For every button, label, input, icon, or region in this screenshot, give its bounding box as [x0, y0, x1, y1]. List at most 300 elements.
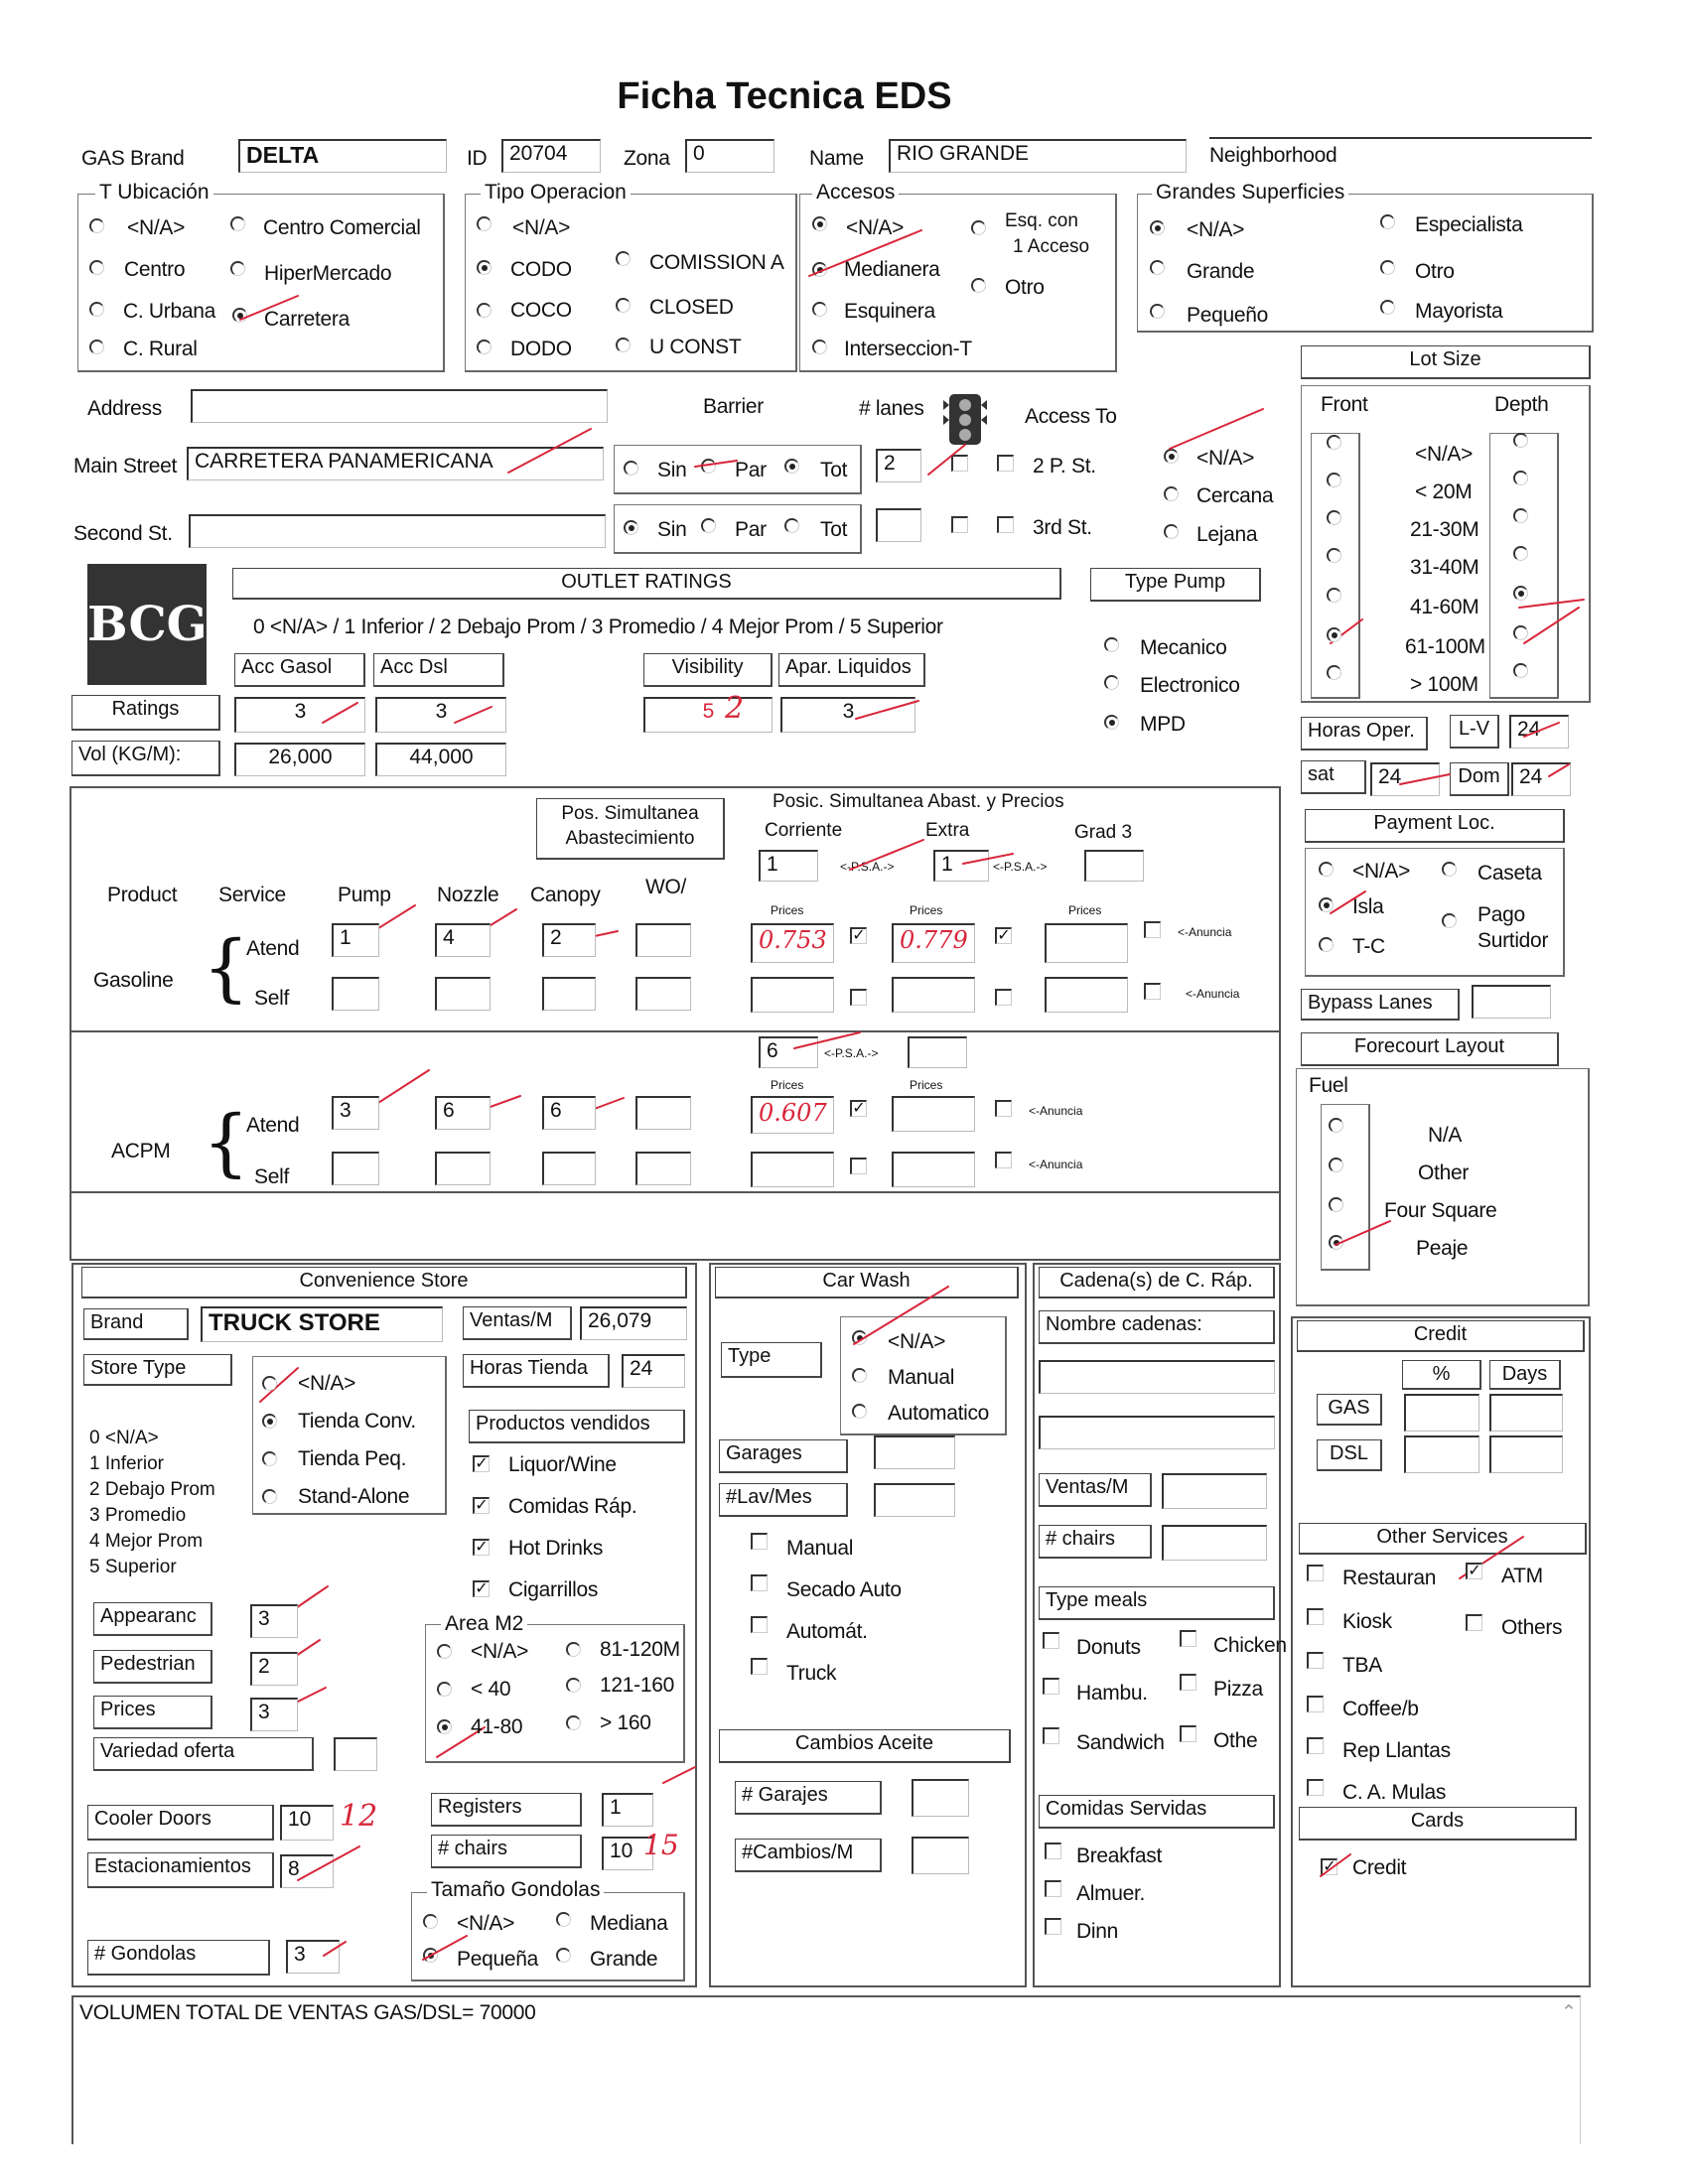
- visibility-hand-correction: 2: [725, 691, 745, 726]
- producto-label: Hot Drinks: [508, 1537, 604, 1560]
- gas-atend-wo-field[interactable]: [635, 923, 691, 957]
- price-acpm-field[interactable]: 0.607: [751, 1096, 834, 1134]
- cadena-ventas-field[interactable]: [1162, 1473, 1267, 1509]
- registers-field[interactable]: 1: [602, 1793, 653, 1827]
- cooler-doors-label: Cooler Doors: [87, 1805, 274, 1841]
- superficies-radio-otro[interactable]: [1380, 260, 1395, 275]
- address-label: Address: [87, 397, 162, 420]
- grad3-psa-field[interactable]: [1084, 850, 1144, 882]
- cooler-doors-hand-value: 12: [340, 1799, 378, 1834]
- gas-brand-label: GAS Brand: [81, 147, 185, 170]
- main-street-field[interactable]: CARRETERA PANAMERICANA: [187, 447, 604, 480]
- volume-gasol[interactable]: 26,000: [234, 743, 365, 776]
- forecourt-na-radio[interactable]: [1329, 1118, 1343, 1133]
- gondola-pequena-radio[interactable]: [423, 1948, 438, 1963]
- acpm-atend-label: Atend: [246, 1114, 300, 1137]
- accesos-radio-otro[interactable]: [971, 278, 986, 293]
- car-wash-check[interactable]: [751, 1616, 768, 1633]
- comida-checkbox[interactable]: [1045, 1918, 1061, 1935]
- lot-depth-radio[interactable]: [1513, 586, 1528, 601]
- service-label: Rep Llantas: [1342, 1739, 1451, 1762]
- pump-mecanico-radio[interactable]: [1104, 637, 1119, 652]
- credit-gas-days-field[interactable]: [1489, 1394, 1563, 1432]
- main-lanes-checkbox[interactable]: [951, 455, 968, 472]
- meal-checkbox[interactable]: [1180, 1630, 1196, 1647]
- bcg-logo: BCG: [87, 564, 207, 685]
- access-cercana-radio[interactable]: [1164, 486, 1179, 501]
- superficies-option: Otro: [1415, 260, 1455, 283]
- credit-dsl-label: DSL: [1317, 1439, 1382, 1471]
- operacion-radio-codo[interactable]: [477, 260, 492, 275]
- producto-checkbox[interactable]: ✓: [473, 1580, 490, 1597]
- self-price-acpm-field[interactable]: [751, 1152, 834, 1187]
- store-type-radio[interactable]: [262, 1414, 277, 1429]
- car-wash-na-radio[interactable]: [852, 1330, 867, 1345]
- acc-dsl-rating[interactable]: 3: [375, 697, 506, 733]
- lot-depth-radio[interactable]: [1513, 508, 1528, 523]
- barrier-tot-label: Tot: [820, 459, 848, 481]
- operacion-radio-na[interactable]: [477, 216, 492, 231]
- gondolas-title: Tamaño Gondolas: [427, 1878, 604, 1902]
- superficies-option: Especialista: [1415, 213, 1523, 236]
- lv-hours-field[interactable]: 24: [1509, 715, 1569, 749]
- meal-checkbox[interactable]: [1180, 1674, 1196, 1691]
- gondola-option: Pequeña: [457, 1948, 538, 1971]
- third-st-checkbox[interactable]: [997, 516, 1014, 533]
- self-price-grad3-field[interactable]: [1045, 977, 1128, 1013]
- area-title: Area M2: [441, 1612, 527, 1636]
- service-checkbox[interactable]: [1466, 1614, 1482, 1631]
- lot-front-radio[interactable]: [1327, 665, 1341, 680]
- comida-label: Almuer.: [1076, 1882, 1146, 1905]
- extra-label: Extra: [925, 820, 970, 841]
- store-chairs-hand-value: 15: [643, 1829, 679, 1861]
- self-acpm-checkbox[interactable]: [850, 1158, 867, 1174]
- area-radio[interactable]: [437, 1719, 452, 1734]
- bypass-lanes-field[interactable]: [1472, 985, 1551, 1019]
- gondola-option: <N/A>: [457, 1912, 515, 1935]
- self-grad3-checkbox[interactable]: [1144, 983, 1161, 1000]
- lot-front-radio[interactable]: [1327, 548, 1341, 563]
- cards-title: Cards: [1299, 1807, 1577, 1841]
- second-barrier-tot-radio[interactable]: [784, 518, 799, 533]
- outlet-ratings-legend: 0 <N/A> / 1 Inferior / 2 Debajo Prom / 3 Promedio / 4 Mejor Prom / 5 Superior: [253, 615, 943, 638]
- type-pump-title: Type Pump: [1090, 568, 1261, 602]
- store-pedestrian-field[interactable]: 2: [250, 1652, 298, 1686]
- second-lanes-checkbox[interactable]: [951, 516, 968, 533]
- accesos-radio-na[interactable]: [812, 216, 827, 231]
- acpm-atend-wo-field[interactable]: [635, 1096, 691, 1130]
- car-wash-check[interactable]: [751, 1533, 768, 1550]
- meal-checkbox[interactable]: [1180, 1725, 1196, 1742]
- self-price-corriente-field[interactable]: [751, 977, 834, 1013]
- operacion-radio-closed[interactable]: [616, 298, 631, 313]
- gas-atend-nozzle-field[interactable]: 4: [435, 923, 491, 957]
- price-corriente-anuncia-checkbox[interactable]: ✓: [850, 927, 867, 944]
- operacion-radio-coco[interactable]: [477, 303, 492, 318]
- ubicacion-radio-c-urbana[interactable]: [89, 302, 104, 317]
- ubicacion-radio-na[interactable]: [89, 218, 104, 233]
- access-na-radio[interactable]: [1164, 449, 1179, 464]
- acpm-self-wo-field[interactable]: [635, 1152, 691, 1185]
- acpm-label: ACPM: [111, 1140, 171, 1162]
- lot-size-range-label: 61-100M: [1405, 635, 1485, 658]
- service-checkbox[interactable]: [1307, 1652, 1324, 1669]
- second-barrier-sin-radio[interactable]: [624, 520, 638, 535]
- gas-self-nozzle-field[interactable]: [435, 977, 491, 1011]
- area-radio[interactable]: [566, 1642, 581, 1657]
- price-acpm-anuncia-checkbox[interactable]: ✓: [850, 1100, 867, 1117]
- access-to-label: Access To: [1025, 405, 1117, 428]
- lot-depth-radio[interactable]: [1513, 625, 1528, 640]
- accesos-radio-esquinera[interactable]: [812, 302, 827, 317]
- id-label: ID: [467, 147, 488, 170]
- zona-field[interactable]: 0: [685, 139, 774, 173]
- store-type-option: Stand-Alone: [298, 1485, 410, 1508]
- estacionamientos-field[interactable]: 8: [280, 1854, 334, 1888]
- barrier-sin-label: Sin: [657, 459, 687, 481]
- gas-atend-canopy-field[interactable]: 2: [542, 923, 596, 957]
- accesos-radio-interseccion[interactable]: [812, 340, 827, 354]
- store-chairs-field[interactable]: 10: [602, 1837, 653, 1870]
- cambios-aceite-title: Cambios Aceite: [719, 1729, 1011, 1763]
- operacion-option: DODO: [510, 338, 572, 360]
- producto-checkbox[interactable]: ✓: [473, 1497, 490, 1514]
- acc-gasol-rating[interactable]: 3: [234, 697, 365, 733]
- service-checkbox[interactable]: [1307, 1737, 1324, 1754]
- nombre-cadenas-field-1[interactable]: [1039, 1360, 1275, 1394]
- meal-checkbox[interactable]: [1043, 1678, 1059, 1695]
- area-option: 41-80: [471, 1715, 523, 1738]
- lot-depth-radio[interactable]: [1513, 546, 1528, 561]
- main-barrier-sin-radio[interactable]: [624, 461, 638, 476]
- acpm-psa-extra-field[interactable]: [908, 1036, 967, 1068]
- superficies-option: Grande: [1187, 260, 1255, 283]
- lot-front-radio[interactable]: [1327, 435, 1341, 450]
- lav-mes-field[interactable]: [874, 1483, 955, 1517]
- meal-label: Chicken: [1213, 1634, 1287, 1657]
- store-prices-label: Prices: [93, 1696, 212, 1729]
- credit-days-label: Days: [1489, 1360, 1561, 1390]
- price-extra-anuncia-checkbox[interactable]: ✓: [995, 927, 1012, 944]
- cooler-doors-field[interactable]: 10: [280, 1805, 334, 1841]
- scroll-up-icon[interactable]: ⌃: [1561, 2002, 1577, 2023]
- car-wash-check[interactable]: [751, 1658, 768, 1675]
- lot-depth-radio[interactable]: [1513, 471, 1528, 485]
- ubicacion-radio-c-rural[interactable]: [89, 340, 104, 354]
- main-street-label: Main Street: [73, 455, 178, 478]
- payment-surtidor-radio[interactable]: [1442, 913, 1457, 928]
- area-radio[interactable]: [566, 1678, 581, 1693]
- ubicacion-radio-carretera[interactable]: [232, 308, 247, 323]
- accesos-radio-medianera[interactable]: [812, 262, 827, 277]
- second-barrier-par-radio[interactable]: [701, 518, 716, 533]
- car-wash-automatico-radio[interactable]: [852, 1404, 867, 1419]
- lot-front-radio[interactable]: [1327, 588, 1341, 603]
- nombre-cadenas-field-2[interactable]: [1039, 1416, 1275, 1449]
- volume-label: Vol (KG/M):: [71, 741, 220, 776]
- service-checkbox[interactable]: [1307, 1565, 1324, 1581]
- num-gondolas-field[interactable]: 3: [286, 1940, 340, 1974]
- area-radio[interactable]: [566, 1715, 581, 1730]
- anuncia-label: <-Anuncia: [1029, 1158, 1083, 1171]
- pumps-divider: [71, 1191, 1279, 1193]
- sat-hours-field[interactable]: 24: [1370, 762, 1440, 796]
- lot-front-radio[interactable]: [1327, 473, 1341, 487]
- acpm-psa-field[interactable]: 6: [759, 1036, 818, 1068]
- ubicacion-option: HiperMercado: [264, 262, 392, 285]
- price-acpm-2-field[interactable]: [892, 1096, 975, 1132]
- volume-dsl[interactable]: 44,000: [375, 743, 506, 776]
- garajes-field[interactable]: [912, 1779, 969, 1817]
- barrier-par-label: Par: [735, 459, 767, 481]
- acpm-atend-pump-field[interactable]: 3: [332, 1096, 379, 1130]
- second-street-field[interactable]: [189, 514, 606, 548]
- acpm-self-nozzle-field[interactable]: [435, 1152, 491, 1185]
- forecourt-option: Four Square: [1384, 1199, 1497, 1222]
- superficies-radio-na[interactable]: [1150, 220, 1165, 235]
- self-extra-checkbox[interactable]: [995, 989, 1012, 1006]
- other-services-title: Other Services: [1299, 1523, 1587, 1555]
- ubicacion-option: C. Urbana: [123, 300, 216, 323]
- store-pedestrian-label: Pedestrian: [93, 1650, 212, 1684]
- pos-simultanea-line2: Abastecimiento: [565, 828, 695, 849]
- self-corriente-checkbox[interactable]: [850, 989, 867, 1006]
- forecourt-four-square-radio[interactable]: [1329, 1197, 1343, 1212]
- gondola-option: Mediana: [590, 1912, 668, 1935]
- main-lanes-field[interactable]: 2: [876, 449, 921, 482]
- estacionamientos-label: Estacionamientos: [87, 1852, 274, 1888]
- credit-gas-pct-field[interactable]: [1404, 1394, 1479, 1432]
- id-field[interactable]: 20704: [501, 139, 601, 173]
- store-type-option: <N/A>: [298, 1372, 356, 1395]
- lot-size-range-label: > 100M: [1410, 673, 1478, 696]
- outlet-ratings-title: OUTLET RATINGS: [232, 568, 1061, 600]
- main-barrier-tot-radio[interactable]: [784, 459, 799, 474]
- cadena-ventas-label: Ventas/M: [1039, 1473, 1152, 1507]
- cards-credit-checkbox[interactable]: ✓: [1321, 1858, 1337, 1875]
- store-ventas-field[interactable]: 26,079: [580, 1306, 687, 1340]
- self-price-extra-field[interactable]: [892, 977, 975, 1013]
- car-wash-type-label: Type: [721, 1342, 822, 1378]
- superficies-option: Mayorista: [1415, 300, 1503, 323]
- area-radio[interactable]: [437, 1644, 452, 1659]
- prices-label: Prices: [910, 903, 943, 917]
- lot-size-range-label: < 20M: [1415, 480, 1473, 503]
- access-lejana-radio[interactable]: [1164, 524, 1179, 539]
- garages-field[interactable]: [874, 1435, 955, 1469]
- service-checkbox[interactable]: [1307, 1608, 1324, 1625]
- producto-checkbox[interactable]: ✓: [473, 1455, 490, 1472]
- service-checkbox[interactable]: ✓: [1466, 1563, 1482, 1579]
- horas-tienda-field[interactable]: 24: [622, 1354, 685, 1388]
- service-label: ATM: [1501, 1565, 1543, 1587]
- self-price-acpm-2-field[interactable]: [892, 1152, 975, 1187]
- neighborhood-field[interactable]: [1209, 137, 1592, 139]
- gas-self-pump-field[interactable]: [332, 977, 379, 1011]
- acpm-self-canopy-field[interactable]: [542, 1152, 596, 1185]
- second-street-label: Second St.: [73, 522, 173, 545]
- forecourt-peaje-radio[interactable]: [1329, 1235, 1343, 1250]
- gas-self-wo-field[interactable]: [635, 977, 691, 1011]
- operacion-option: COMISSION A: [649, 251, 784, 274]
- pump-mpd-radio[interactable]: [1104, 715, 1119, 730]
- operacion-option: COCO: [510, 299, 572, 322]
- comida-checkbox[interactable]: [1045, 1880, 1061, 1897]
- meal-checkbox[interactable]: [1043, 1727, 1059, 1744]
- page-title: Ficha Tecnica EDS: [617, 75, 952, 117]
- producto-label: Cigarrillos: [508, 1578, 599, 1601]
- main-barrier-par-radio[interactable]: [701, 459, 716, 474]
- price-grad3-anuncia-checkbox[interactable]: [1144, 921, 1161, 938]
- lot-depth-radio[interactable]: [1513, 433, 1528, 448]
- car-wash-type-option: Automatico: [888, 1402, 990, 1425]
- store-type-label: Store Type: [83, 1354, 232, 1386]
- payment-option: Isla: [1352, 895, 1384, 918]
- gas-brand-field[interactable]: DELTA: [238, 139, 447, 173]
- credit-dsl-days-field[interactable]: [1489, 1435, 1563, 1473]
- payment-option: <N/A>: [1352, 860, 1411, 883]
- lot-front-radio[interactable]: [1327, 627, 1341, 642]
- cadena-chairs-field[interactable]: [1162, 1525, 1267, 1561]
- payment-caseta-radio[interactable]: [1442, 862, 1457, 877]
- lv-label: L-V: [1450, 715, 1499, 749]
- gas-self-label: Self: [254, 987, 289, 1010]
- car-wash-check[interactable]: [751, 1574, 768, 1591]
- gasoline-brace-icon: {: [203, 925, 250, 1011]
- lot-front-radio[interactable]: [1327, 510, 1341, 525]
- store-appearance-field[interactable]: 3: [250, 1604, 298, 1638]
- anuncia-label: <-Anuncia: [1029, 1104, 1083, 1118]
- comida-checkbox[interactable]: [1045, 1843, 1061, 1859]
- visibility-rating[interactable]: 5: [643, 697, 773, 733]
- type-meals-label: Type meals: [1039, 1586, 1275, 1620]
- registers-label: Registers: [431, 1793, 582, 1827]
- pst-label: 2 P. St.: [1033, 455, 1096, 478]
- cambios-field[interactable]: [912, 1837, 969, 1874]
- notes-field[interactable]: [71, 1995, 1581, 2144]
- address-field[interactable]: [191, 389, 608, 423]
- pump-electronico-radio[interactable]: [1104, 675, 1119, 690]
- store-brand-field[interactable]: TRUCK STORE: [201, 1306, 443, 1342]
- service-label: TBA: [1342, 1654, 1382, 1677]
- store-type-radio[interactable]: [262, 1451, 277, 1466]
- variedad-oferta-label: Variedad oferta: [93, 1737, 314, 1771]
- payment-tc-radio[interactable]: [1319, 937, 1334, 952]
- forecourt-radio-column: [1321, 1104, 1370, 1271]
- accesos-radio-esq[interactable]: [971, 220, 986, 235]
- price-corriente-field[interactable]: 0.753: [751, 923, 834, 963]
- store-scale-item: 3 Promedio: [89, 1505, 187, 1526]
- ubicacion-radio-centro[interactable]: [89, 260, 104, 275]
- acpm-self-pump-field[interactable]: [332, 1152, 379, 1185]
- producto-label: Liquor/Wine: [508, 1453, 617, 1476]
- superficies-radio-pequeno[interactable]: [1150, 304, 1165, 319]
- productos-vendidos-label: Productos vendidos: [469, 1410, 685, 1443]
- store-prices-field[interactable]: 3: [250, 1698, 298, 1731]
- producto-checkbox[interactable]: ✓: [473, 1539, 490, 1556]
- acpm-atend-canopy-field[interactable]: 6: [542, 1096, 596, 1130]
- service-label: Restauran: [1342, 1567, 1437, 1589]
- ubicacion-radio-hipermercado[interactable]: [230, 261, 245, 276]
- producto-label: Comidas Ráp.: [508, 1495, 637, 1518]
- lot-depth-label: Depth: [1494, 393, 1549, 416]
- superficies-radio-grande[interactable]: [1150, 260, 1165, 275]
- grad3-label: Grad 3: [1074, 822, 1133, 843]
- area-radio[interactable]: [437, 1682, 452, 1697]
- store-type-radio[interactable]: [262, 1376, 277, 1391]
- barrier-sin-label: Sin: [657, 518, 687, 541]
- psa-label: <-P.S.A.->: [993, 860, 1048, 874]
- lot-depth-radio[interactable]: [1513, 663, 1528, 678]
- name-field[interactable]: RIO GRANDE: [889, 139, 1187, 173]
- area-option: 121-160: [600, 1674, 674, 1697]
- main-pst-checkbox[interactable]: [997, 455, 1014, 472]
- variedad-oferta-field[interactable]: [334, 1737, 377, 1771]
- extra-psa-field[interactable]: 1: [933, 850, 989, 882]
- anuncia-label: <-Anuncia: [1186, 987, 1240, 1001]
- forecourt-option: N/A: [1428, 1124, 1463, 1147]
- hand-mark: [1170, 409, 1263, 449]
- gondola-grande-radio[interactable]: [556, 1948, 571, 1963]
- store-scale-item: 1 Inferior: [89, 1453, 164, 1474]
- price-acpm-2-checkbox[interactable]: [995, 1100, 1012, 1117]
- gas-self-canopy-field[interactable]: [542, 977, 596, 1011]
- forecourt-other-radio[interactable]: [1329, 1158, 1343, 1172]
- service-checkbox[interactable]: [1307, 1779, 1324, 1796]
- gas-atend-pump-field[interactable]: 1: [332, 923, 379, 957]
- operacion-radio-uconst[interactable]: [616, 338, 631, 352]
- barrier-par-label: Par: [735, 518, 767, 541]
- lot-size-range-label: <N/A>: [1415, 443, 1474, 466]
- payment-option: Pago: [1477, 903, 1525, 926]
- lot-size-range-label: 31-40M: [1410, 556, 1479, 579]
- dom-hours-field[interactable]: 24: [1511, 762, 1571, 796]
- acpm-atend-nozzle-field[interactable]: 6: [435, 1096, 491, 1130]
- barrier-tot-label: Tot: [820, 518, 848, 541]
- posic-title: Posic. Simultanea Abast. y Precios: [773, 791, 1064, 812]
- second-lanes-field[interactable]: [876, 508, 921, 542]
- price-grad3-field[interactable]: [1045, 923, 1128, 963]
- car-wash-manual-radio[interactable]: [852, 1368, 867, 1383]
- gondola-mediana-radio[interactable]: [556, 1912, 571, 1927]
- corriente-psa-field[interactable]: 1: [759, 850, 818, 882]
- self-acpm-2-checkbox[interactable]: [995, 1152, 1012, 1168]
- superficies-radio-mayorista[interactable]: [1380, 300, 1395, 315]
- payment-na-radio[interactable]: [1319, 862, 1334, 877]
- superficies-radio-especialista[interactable]: [1380, 214, 1395, 229]
- service-label: Kiosk: [1342, 1610, 1392, 1633]
- payment-isla-radio[interactable]: [1319, 897, 1334, 912]
- access-option: Lejana: [1196, 523, 1258, 546]
- operacion-radio-comission[interactable]: [616, 251, 631, 266]
- prices-label: Prices: [771, 1078, 804, 1092]
- service-checkbox[interactable]: [1307, 1696, 1324, 1712]
- store-type-radio[interactable]: [262, 1489, 277, 1504]
- apar-liquidos-rating[interactable]: 3: [780, 697, 915, 733]
- gondola-na-radio[interactable]: [423, 1914, 438, 1929]
- lot-front-label: Front: [1321, 393, 1368, 416]
- acc-gasol-label: Acc Gasol: [234, 653, 365, 687]
- price-extra-field[interactable]: 0.779: [892, 923, 975, 963]
- ubicacion-radio-centro-comercial[interactable]: [230, 216, 245, 231]
- credit-dsl-pct-field[interactable]: [1404, 1435, 1479, 1473]
- pump-type-option: Mecanico: [1140, 636, 1227, 659]
- header-pump: Pump: [338, 884, 391, 906]
- area-option: < 40: [471, 1678, 511, 1701]
- operacion-radio-dodo[interactable]: [477, 340, 492, 354]
- meal-checkbox[interactable]: [1043, 1632, 1059, 1649]
